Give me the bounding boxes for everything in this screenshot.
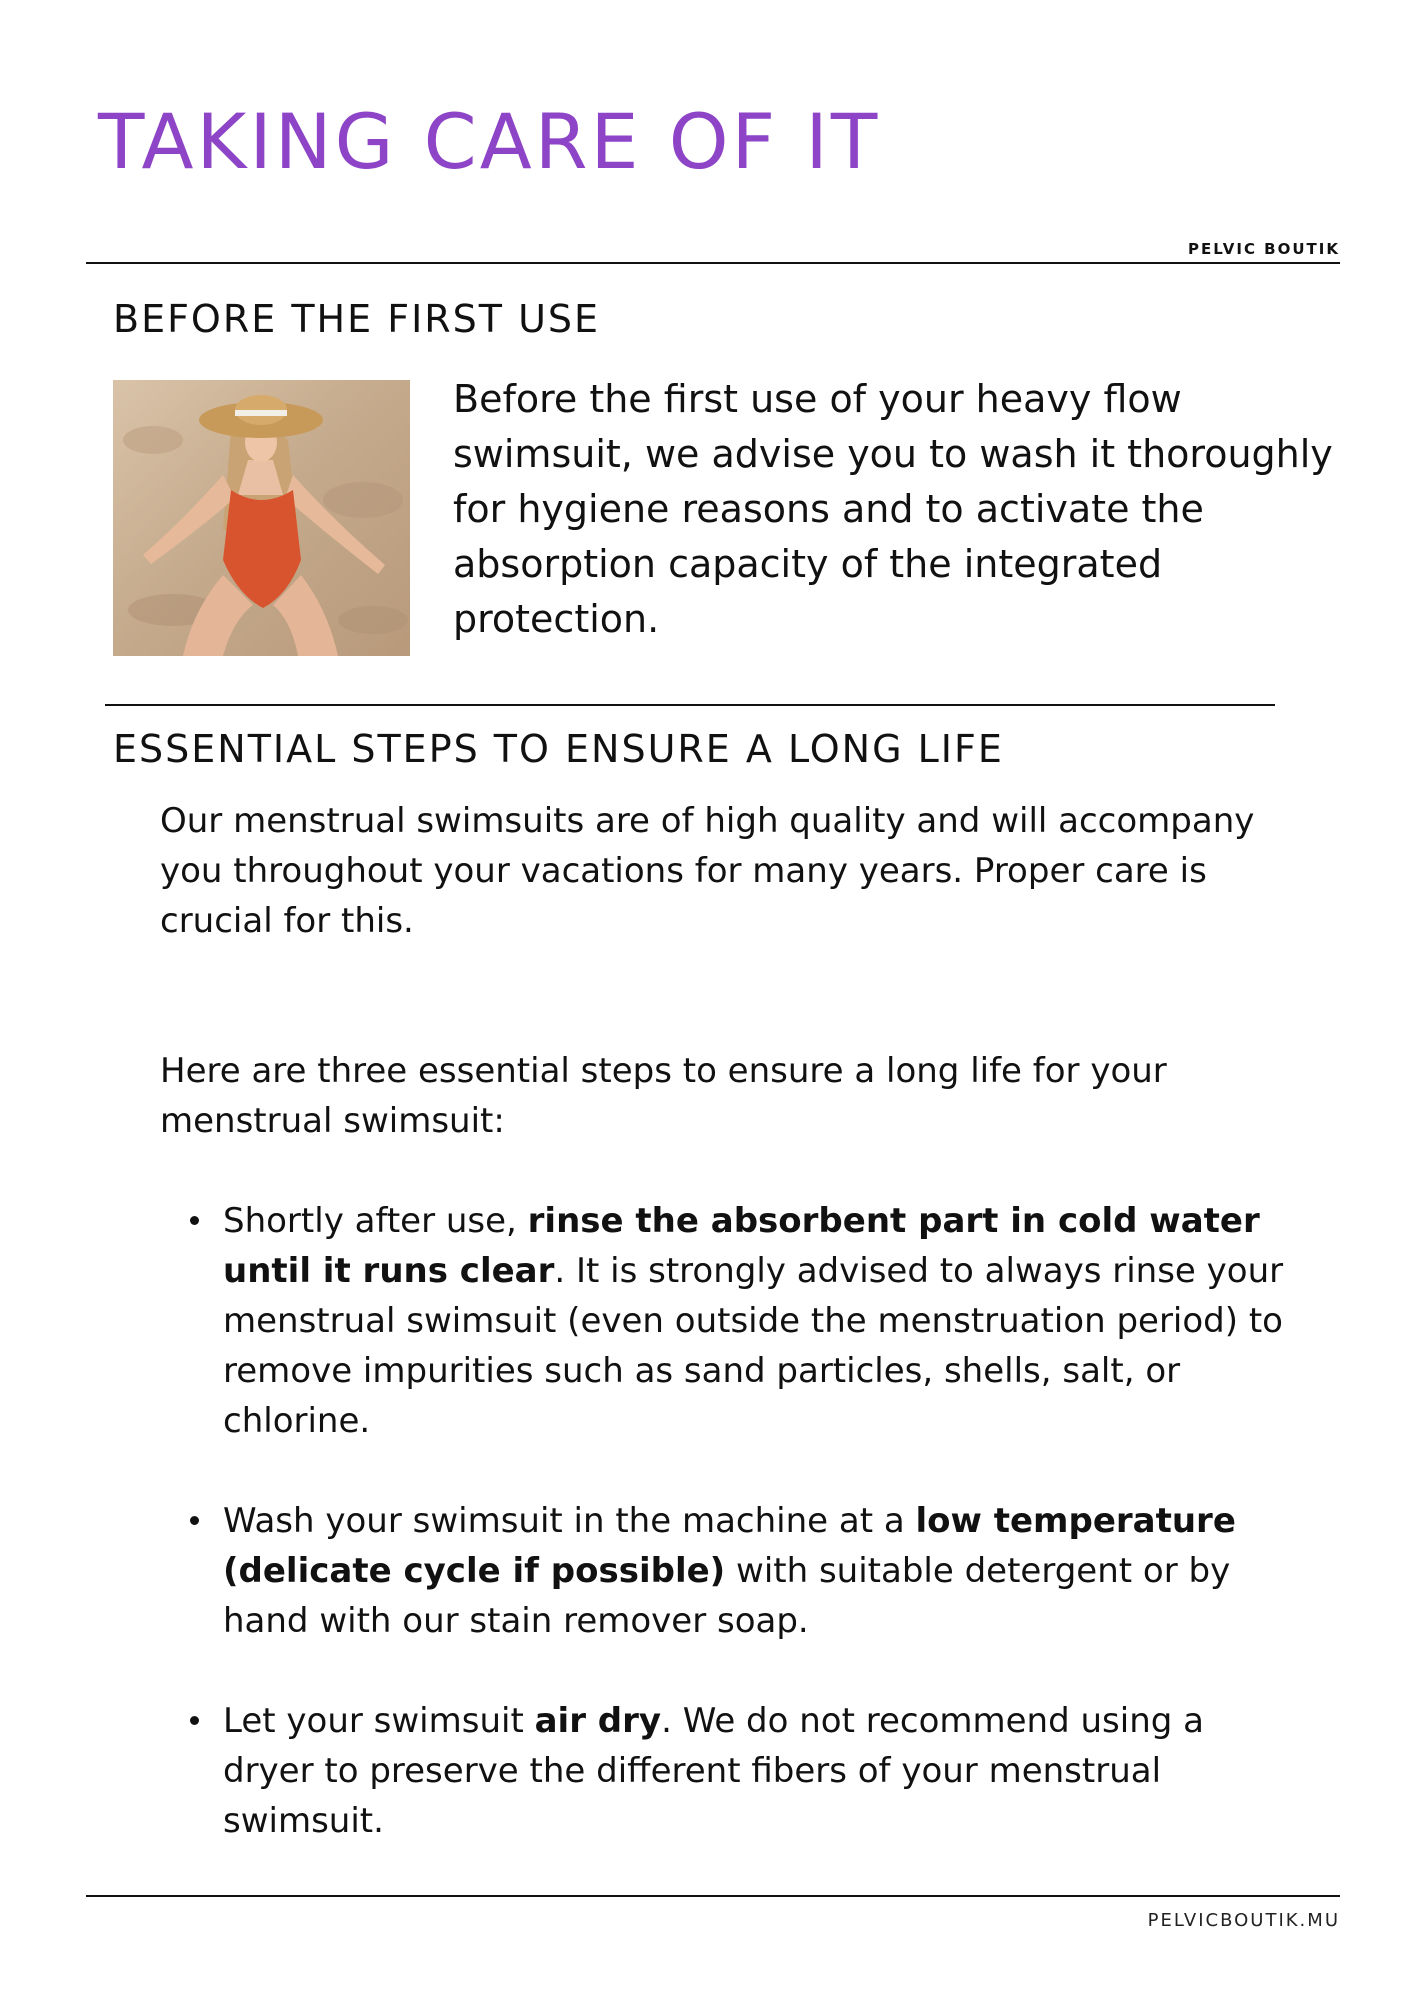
steps-intro: Our menstrual swimsuits are of high quality and will accompany you throughout your vacations for many years. Proper care is crucial for this. [160,801,1255,941]
bullet-icon [190,1216,199,1225]
step-emphasis: low temperature (delicate cycle if possible) [223,1501,1236,1591]
first-use-text: Before the first use of your heavy flow swimsuit, we advise you to wash it thoroughly for hygiene reasons and to activate the absorption capacity of the integrated protection. [453,377,1333,641]
step-text: Shortly after use, [223,1201,528,1241]
page-title: TAKING CARE OF IT [98,97,881,186]
swimsuit-photo [113,380,410,656]
care-step-wash [160,1496,1290,1646]
step-text: . We do not recommend using a dryer to preserve the different fibers of your menstrual swimsuit. [223,1701,1204,1841]
bullet-icon [190,1516,199,1525]
step-text: with suitable detergent or by hand with our stain remover soap. [223,1551,1231,1641]
step-text: Let your swimsuit [223,1701,535,1741]
brand-name: PELVIC BOUTIK [1188,240,1340,258]
section-heading-first-use: BEFORE THE FIRST USE [113,297,601,341]
care-steps-list [160,1196,1290,1896]
step-text: . It is strongly advised to always rinse your menstrual swimsuit (even outside the menstruation period) to remove impurities such as sand particles, shells, salt, or chlorine. [223,1251,1284,1441]
step-emphasis: rinse the absorbent part in cold water until it runs clear [223,1201,1260,1291]
care-step-rinse [160,1196,1290,1446]
care-step-dry [160,1696,1290,1846]
bullet-icon [190,1716,199,1725]
step-emphasis: air dry [534,1701,662,1741]
website-link[interactable]: PELVICBOUTIK.MU [1147,1910,1340,1931]
bottom-divider [86,1895,1340,1897]
section-divider [105,704,1275,706]
steps-lead: Here are three essential steps to ensure a long life for your menstrual swimsuit: [160,1051,1167,1141]
top-divider [86,262,1340,264]
step-text: Wash your swimsuit in the machine at a [223,1501,916,1541]
section-heading-essential-steps: ESSENTIAL STEPS TO ENSURE A LONG LIFE [113,727,1004,771]
